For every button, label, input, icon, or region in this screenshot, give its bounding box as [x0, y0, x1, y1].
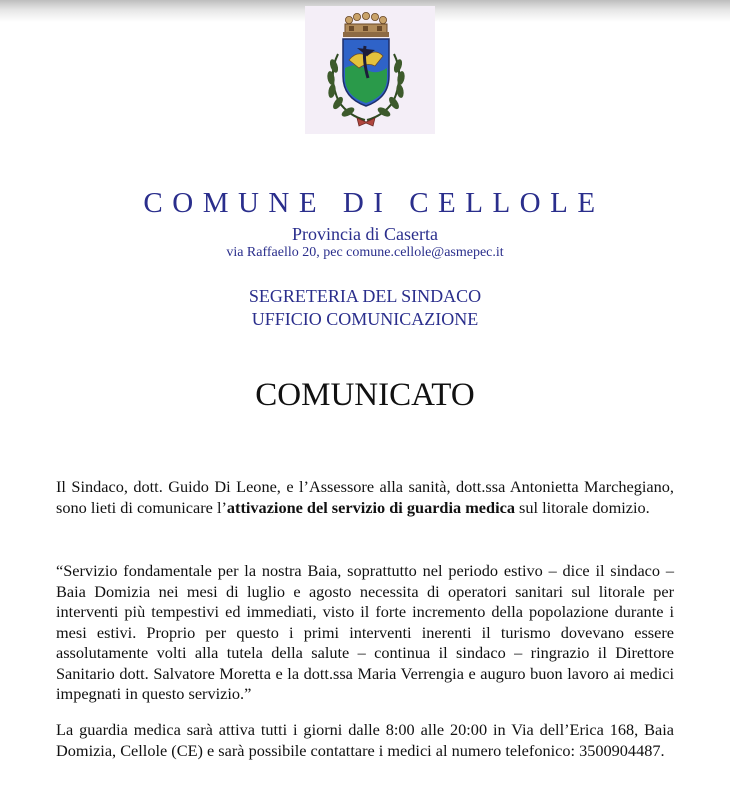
coat-of-arms-icon	[305, 6, 435, 134]
paragraph-service-details: La guardia medica sarà attiva tutti i giorni dalle 8:00 alle 20:00 in Via dell’Erica 168, Baia Domizia, Cellole (CE) e sarà possibile contattare i medici al numero telefonico: 3500904487.	[56, 720, 674, 760]
office-line-secretariat: SEGRETERIA DEL SINDACO	[248, 286, 482, 306]
document-title: COMUNICATO	[255, 377, 475, 413]
province-line: Provincia di Caserta	[292, 224, 438, 244]
paragraph-announcement-end: sul litorale domizio.	[514, 497, 650, 517]
paragraph-announcement-highlight: attivazione del servizio di guardia medica	[226, 497, 515, 517]
office-line-communication: UFFICIO COMUNICAZIONE	[251, 309, 479, 329]
paragraph-announcement	[56, 477, 674, 518]
address-line: via Raffaello 20, pec comune.cellole@asmepec.it	[226, 245, 504, 260]
municipality-name: COMUNE DI CELLOLE	[143, 187, 605, 219]
paragraph-mayor-quote: “Servizio fondamentale per la nostra Baia, soprattutto nel periodo estivo – dice il sindaco – Baia Domizia nei mesi di luglio e agosto necessita di operatori sanitari sul litorale per interventi più tempestivi ed immediati, visto il forte incremento della popolazione durante i mesi estivi. Proprio per questo i primi interventi inerenti il turismo dovevano essere assolutamente volti alla tutela della salute – continua il sindaco – ringrazio il Direttore Sanitario dott. Salvatore Moretta e la dott.ssa Maria Verrengia e auguro buon lavoro ai medici impegnati in questo servizio.”	[56, 561, 674, 703]
paragraph-announcement-start: Il Sindaco, dott. Guido Di Leone, e l’Assessore alla sanità, dott.ssa Antonietta Marchegiano, sono lieti di comunicare l’	[56, 477, 674, 517]
